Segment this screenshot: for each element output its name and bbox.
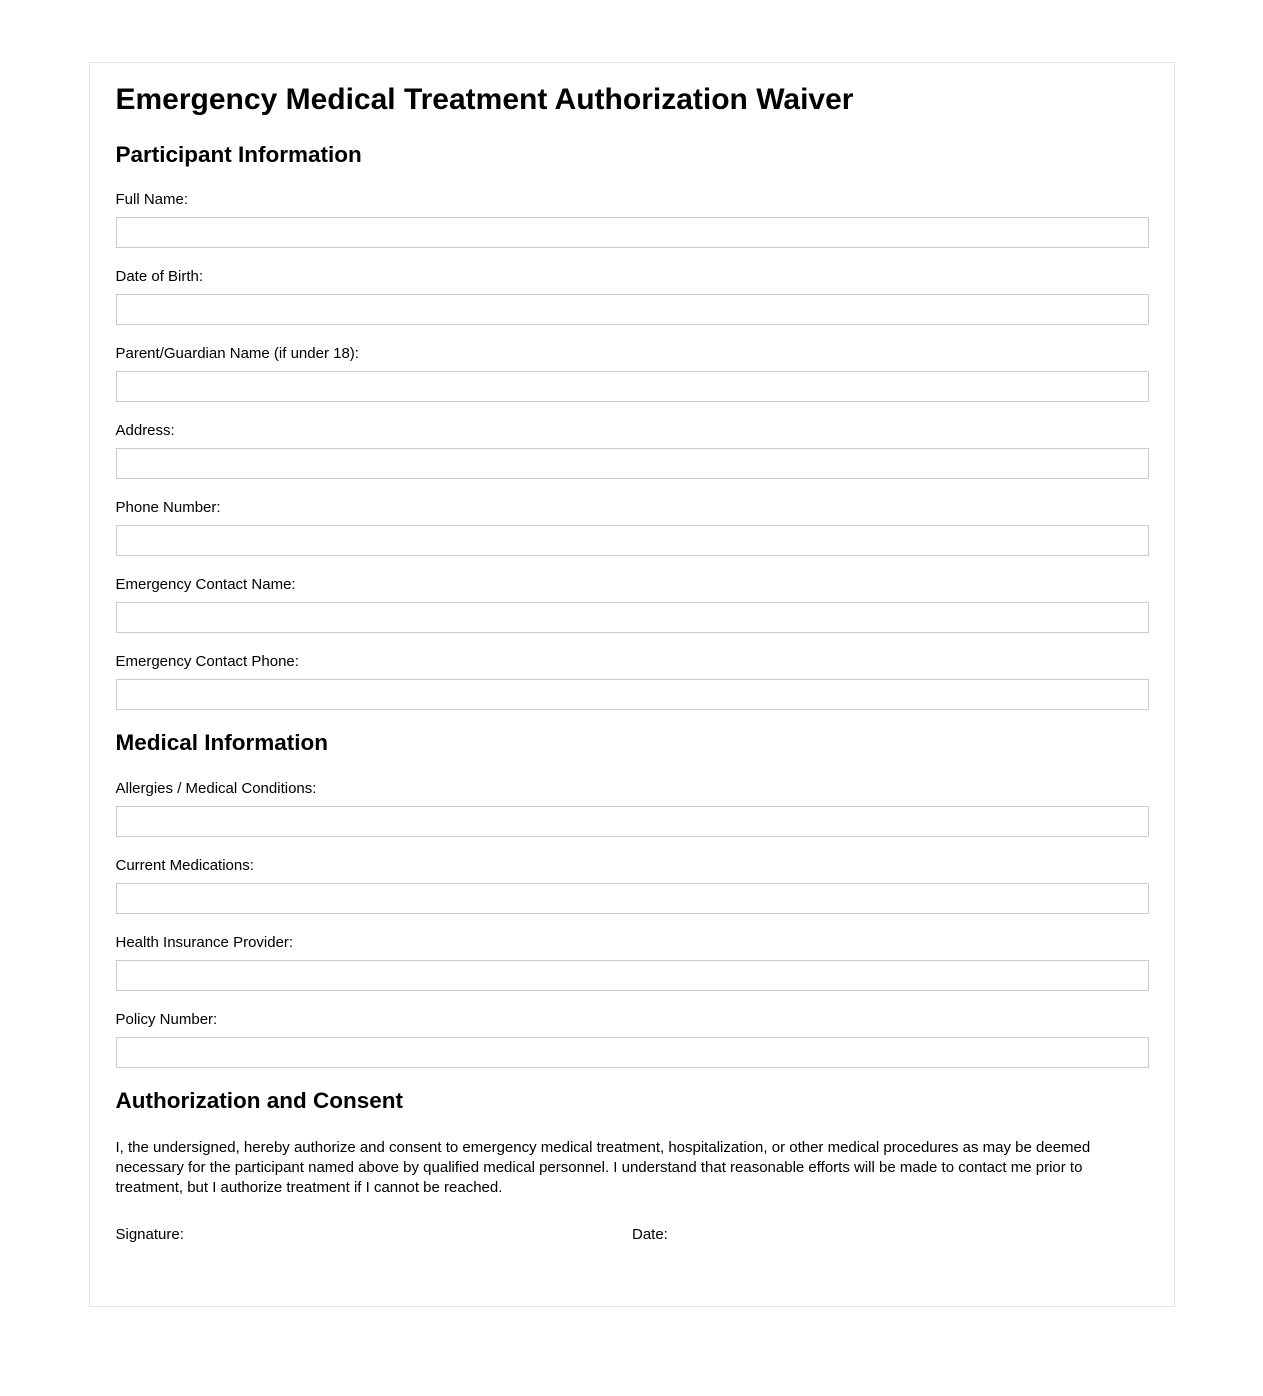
allergies-medical-conditions-input[interactable] — [116, 806, 1149, 837]
emergency-contact-name-input[interactable] — [116, 602, 1149, 633]
form-field — [116, 268, 1149, 325]
form-field — [116, 780, 1149, 837]
form-sections — [116, 142, 1149, 1069]
phone-number-input[interactable] — [116, 525, 1149, 556]
allergies-medical-conditions-label: Allergies / Medical Conditions: — [115, 780, 317, 798]
section-heading-participant-information: Participant Information — [115, 141, 362, 167]
section-medical-information — [116, 730, 1149, 1068]
current-medications-input[interactable] — [116, 883, 1149, 914]
date-of-birth-input[interactable] — [116, 294, 1149, 325]
health-insurance-provider-input[interactable] — [116, 960, 1149, 991]
phone-number-label: Phone Number: — [115, 499, 221, 517]
full-name-label: Full Name: — [115, 191, 189, 209]
form-field — [116, 857, 1149, 914]
health-insurance-provider-label: Health Insurance Provider: — [115, 934, 294, 952]
form-field — [116, 653, 1149, 710]
form-field — [116, 499, 1149, 556]
section-participant-information — [116, 142, 1149, 711]
parent-guardian-name-if-under-18-input[interactable] — [116, 371, 1149, 402]
current-medications-label: Current Medications: — [115, 857, 254, 875]
section-heading-medical-information: Medical Information — [115, 730, 329, 756]
signature-cell — [116, 1226, 633, 1244]
date-label: Date: — [632, 1226, 668, 1244]
form-field — [116, 1011, 1149, 1068]
consent-paragraph: I, the undersigned, hereby authorize and consent to emergency medical treatment, hospitalization, or other medical procedures as may be deemed necessary for the participant named above by qualified medical personnel. I understand that reasonable efforts will be made to contact me prior to treatment, but I authorize treatment if I cannot be reached. — [115, 1139, 1091, 1197]
full-name-input[interactable] — [116, 217, 1149, 248]
policy-number-label: Policy Number: — [115, 1011, 218, 1029]
signature-date-row — [116, 1226, 1149, 1244]
emergency-contact-name-label: Emergency Contact Name: — [115, 576, 296, 594]
date-cell — [632, 1226, 1149, 1244]
address-label: Address: — [115, 422, 175, 440]
emergency-contact-phone-label: Emergency Contact Phone: — [115, 653, 299, 671]
form-field — [116, 191, 1149, 248]
authorization-consent-section — [116, 1088, 1149, 1244]
form-field — [116, 345, 1149, 402]
parent-guardian-name-if-under-18-label: Parent/Guardian Name (if under 18): — [115, 345, 359, 363]
signature-label: Signature: — [115, 1226, 184, 1244]
form-field — [116, 576, 1149, 633]
waiver-form-card — [89, 62, 1175, 1307]
policy-number-input[interactable] — [116, 1037, 1149, 1068]
form-field — [116, 934, 1149, 991]
form-field — [116, 422, 1149, 479]
address-input[interactable] — [116, 448, 1149, 479]
section-heading-authorization-and-consent: Authorization and Consent — [115, 1088, 403, 1114]
page-title: Emergency Medical Treatment Authorization Waiver — [115, 83, 854, 116]
emergency-contact-phone-input[interactable] — [116, 679, 1149, 710]
date-of-birth-label: Date of Birth: — [115, 268, 204, 286]
